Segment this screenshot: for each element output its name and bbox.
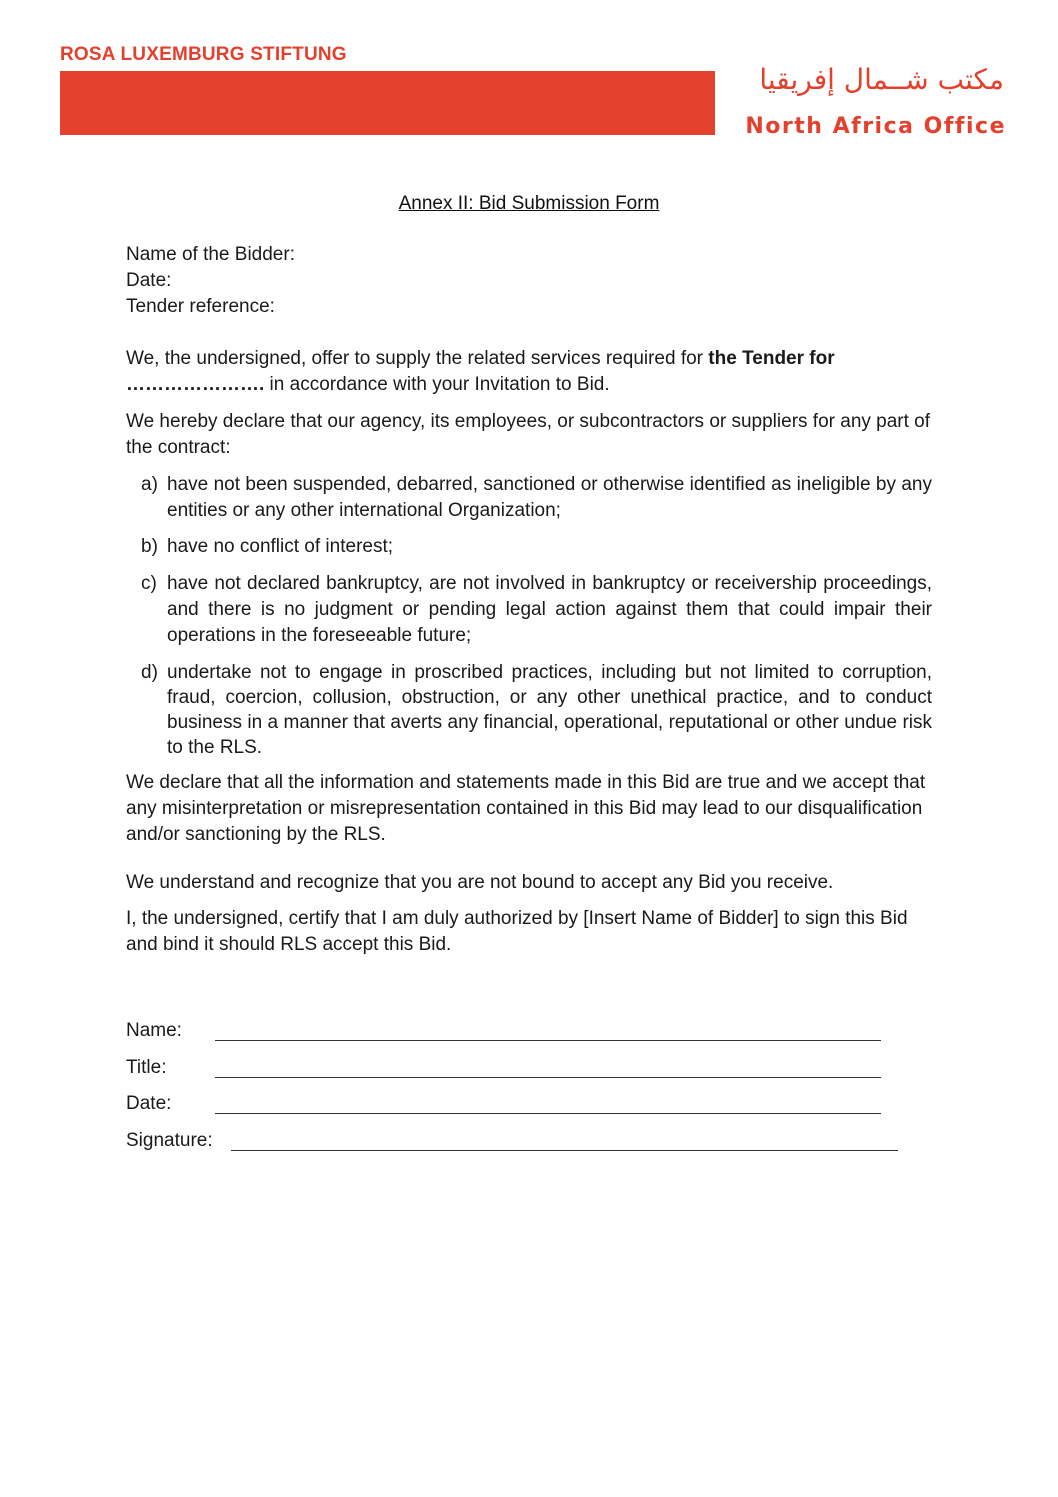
- signature-field-line[interactable]: [231, 1150, 898, 1151]
- certification-paragraph: I, the undersigned, certify that I am duly authorized by [Insert Name of Bidder] to sign this Bid and bind it should RLS accept this Bid.: [126, 908, 908, 955]
- declaration-item: [126, 571, 932, 649]
- brand-color-bar: [60, 71, 715, 135]
- signature-row: [126, 1128, 906, 1165]
- date-label: Date:: [126, 270, 172, 291]
- list-text: have not been suspended, debarred, sanctioned or otherwise identified as ineligible by any entities or any other international Organization;: [167, 474, 932, 521]
- signature-label: Signature:: [126, 1129, 213, 1151]
- list-text: have not declared bankruptcy, are not involved in bankruptcy or receivership proceedings, and there is no judgment or pending legal action against them that could impair their operations in the foreseeable future;: [167, 573, 932, 646]
- intro-paragraph: [126, 346, 932, 398]
- tender-name-placeholder: the Tender for ………………….: [126, 348, 835, 395]
- declaration-item: [126, 472, 932, 524]
- signature-block: [126, 1018, 906, 1164]
- declaration-item: [126, 660, 932, 760]
- office-name-arabic: مكتب شــمال إفريقيا: [759, 63, 1004, 96]
- list-marker: d): [141, 662, 158, 683]
- intro-text-end: in accordance with your Invitation to Bid.: [264, 374, 610, 395]
- office-name-english: North Africa Office: [745, 114, 1006, 139]
- document-title: Annex II: Bid Submission Form: [398, 193, 660, 214]
- name-label: Name:: [126, 1020, 182, 1041]
- signature-date-label: Date:: [126, 1093, 172, 1114]
- list-text: have no conflict of interest;: [167, 536, 394, 557]
- acceptance-paragraph: We understand and recognize that you are not bound to accept any Bid you receive.: [126, 872, 834, 893]
- declaration-intro: We hereby declare that our agency, its employees, or subcontractors or suppliers for any part of the contract:: [126, 411, 931, 458]
- list-marker: c): [141, 573, 157, 594]
- document-body: [126, 242, 932, 958]
- tender-reference-label: Tender reference:: [126, 296, 275, 317]
- list-text: undertake not to engage in proscribed practices, including but not limited to corruption, fraud, coercion, collusion, obstruction, or any other unethical practice, and to conduct business in a manner that averts any financial, operational, reputational or other undue risk to the RLS.: [167, 662, 932, 758]
- bidder-name-label: Name of the Bidder:: [126, 244, 295, 265]
- list-marker: a): [141, 474, 158, 495]
- date-field-line[interactable]: [215, 1113, 881, 1114]
- organization-name: ROSA LUXEMBURG STIFTUNG: [60, 44, 347, 65]
- list-marker: b): [141, 536, 158, 557]
- intro-text-start: We, the undersigned, offer to supply the related services required for: [126, 348, 709, 369]
- title-row: [126, 1055, 906, 1092]
- title-field-line[interactable]: [215, 1077, 881, 1078]
- date-row: [126, 1091, 906, 1128]
- name-row: [126, 1018, 906, 1055]
- declaration-truth-paragraph: We declare that all the information and statements made in this Bid are true and we accept that any misinterpretation or misrepresentation contained in this Bid may lead to our disqualification and/or sanctioning by the RLS.: [126, 772, 926, 845]
- name-field-line[interactable]: [215, 1040, 881, 1041]
- title-label: Title:: [126, 1056, 167, 1078]
- declaration-item: [126, 534, 932, 560]
